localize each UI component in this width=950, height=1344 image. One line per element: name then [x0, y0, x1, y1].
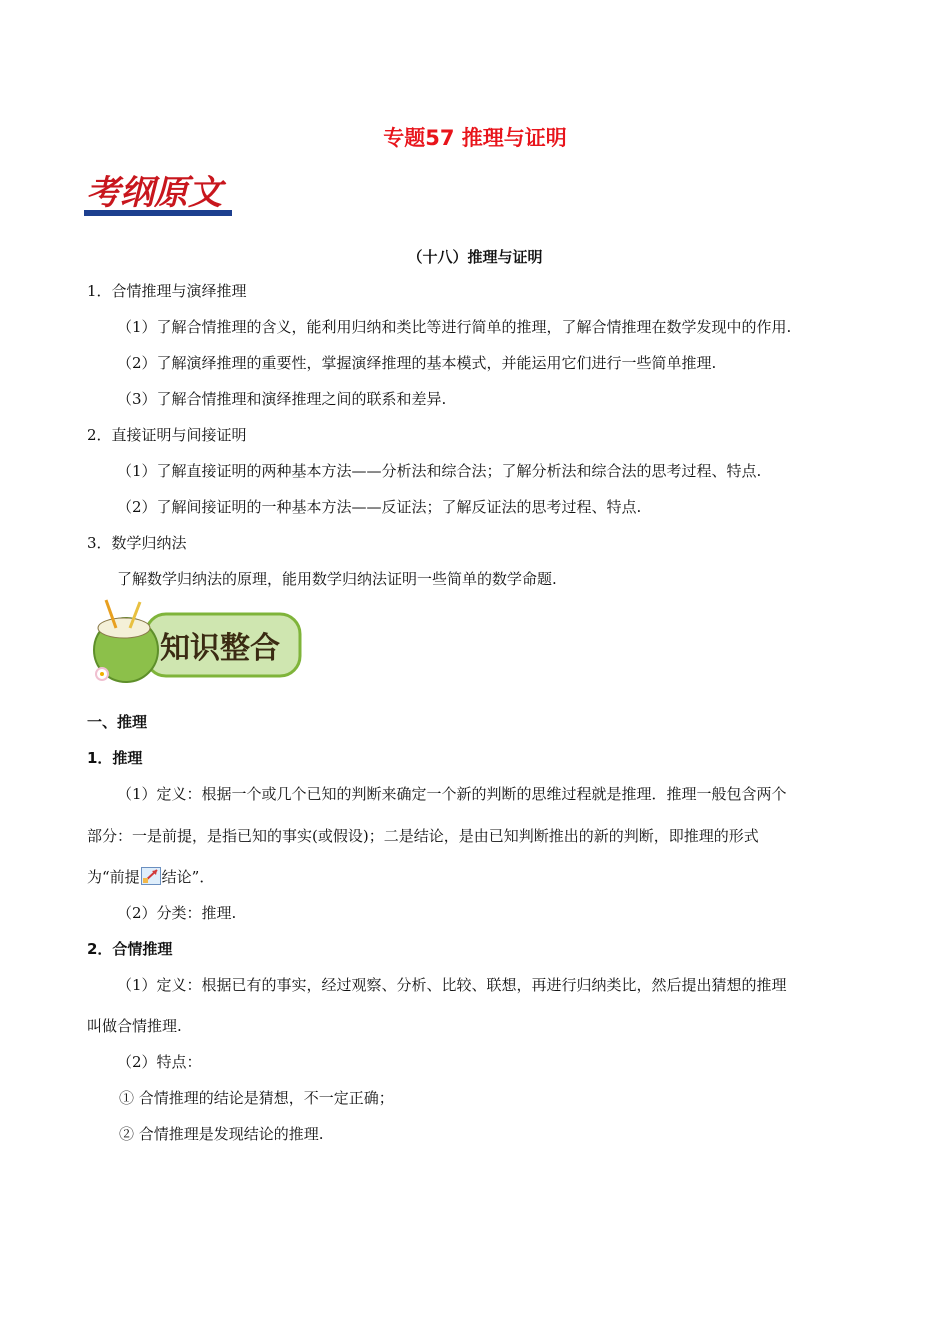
s1-class: （2）分类：推理.	[117, 904, 237, 922]
outline-heading-3: 3．数学归纳法	[87, 534, 187, 552]
outline-heading-1: 1．合情推理与演绎推理	[87, 282, 247, 300]
outline-item-3-1: 了解数学归纳法的原理，能用数学归纳法证明一些简单的数学命题.	[117, 570, 557, 588]
outline-item-1-2: （2）了解演绎推理的重要性，掌握演绎推理的基本模式，并能运用它们进行一些简单推理.	[117, 354, 717, 372]
s1-def-line2: 部分：一是前提，是指已知的事实(或假设)；二是结论，是由已知判断推出的新的判断，即推理的形式	[87, 827, 759, 845]
s2-feature-1: ① 合情推理的结论是猜想，不一定正确；	[119, 1089, 394, 1107]
s2-def-line2: 叫做合情推理.	[87, 1017, 182, 1035]
outline-heading-2: 2．直接证明与间接证明	[87, 426, 247, 444]
knowledge-banner-text: 知识整合	[160, 631, 280, 666]
outline-item-1-1: （1）了解合情推理的含义，能利用归纳和类比等进行简单的推理，了解合情推理在数学发现中的作用.	[117, 318, 792, 336]
s1-def-line3	[87, 866, 214, 887]
s1-def-line1: （1）定义：根据一个或几个已知的判断来确定一个新的判断的思维过程就是推理．推理一般包含两个	[117, 785, 787, 803]
s2-feature-2: ② 合情推理是发现结论的推理.	[119, 1125, 324, 1143]
s1-def-line3-post: 结论”．	[161, 868, 215, 886]
s1-heading: 1．推理	[87, 749, 143, 767]
knowledge-banner-icon	[86, 598, 306, 688]
s2-heading: 2．合情推理	[87, 940, 173, 958]
s2-feature-heading: （2）特点：	[117, 1053, 202, 1071]
outline-item-1-3: （3）了解合情推理和演绎推理之间的联系和差异.	[117, 390, 447, 408]
part1-heading: 一、推理	[87, 713, 148, 731]
outline-subtitle: （十八）推理与证明	[407, 248, 543, 266]
outline-banner-icon	[84, 170, 234, 220]
implies-arrow-icon	[141, 867, 161, 885]
outline-item-2-1: （1）了解直接证明的两种基本方法——分析法和综合法；了解分析法和综合法的思考过程、特点.	[117, 462, 762, 480]
s2-def-line1: （1）定义：根据已有的事实，经过观察、分析、比较、联想，再进行归纳类比，然后提出猜想的推理	[117, 976, 787, 994]
outline-banner-text: 考纲原文	[86, 173, 222, 213]
s1-def-line3-pre: 为“前提	[87, 868, 140, 886]
outline-item-2-2: （2）了解间接证明的一种基本方法——反证法；了解反证法的思考过程、特点.	[117, 498, 642, 516]
page-title: 专题57 推理与证明	[383, 126, 567, 150]
